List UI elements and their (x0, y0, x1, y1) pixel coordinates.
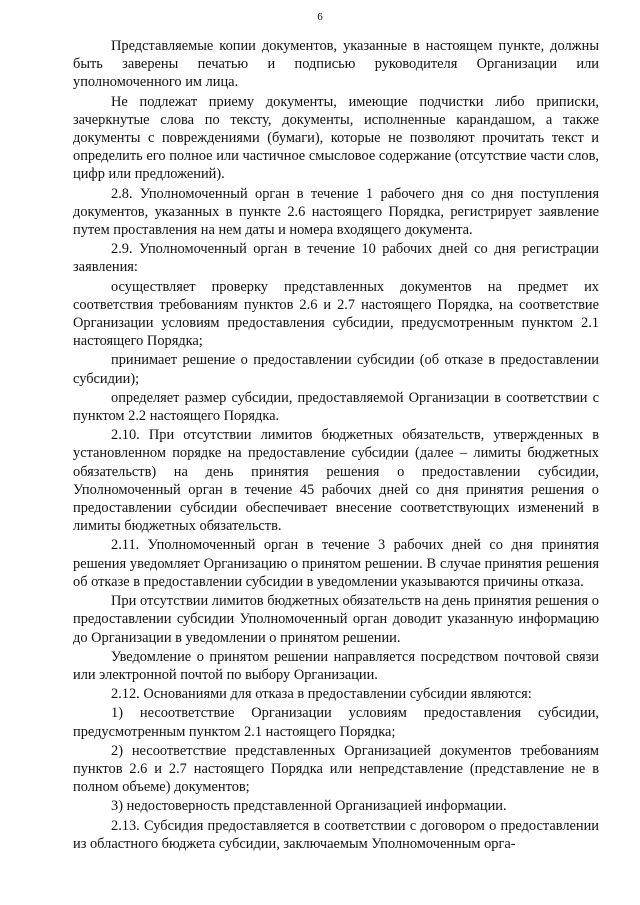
paragraph-notification: Уведомление о принятом решении направляется посредством почтовой связи или электронной почтой по выбору Организации. (73, 648, 599, 683)
paragraph-2-10: 2.10. При отсутствии лимитов бюджетных обязательств, утвержденных в установленном порядке на предоставление субсидии (далее – лимиты бюджетных обязательств) на день принятия решения о предоставлении субсидии, Уполномоченный орган в течение 45 рабочих дней со дня принятия решения о предоставлении субсидии обеспечивает внесение соответствующих изменений в лимиты бюджетных обязательств. (73, 427, 599, 535)
paragraph-2-9: 2.9. Уполномоченный орган в течение 10 рабочих дней со дня регистрации заявления: (73, 241, 599, 276)
paragraph-2-8: 2.8. Уполномоченный орган в течение 1 рабочего дня со дня поступления документов, указанных в пункте 2.6 настоящего Порядка, регистрирует заявление путем проставления на нем даты и номера входящего документа. (73, 185, 599, 239)
page-number: 6 (317, 11, 323, 23)
paragraph-2-11: 2.11. Уполномоченный орган в течение 3 рабочих дней со дня принятия решения уведомляет Организацию о принятом решении. В случае принятия решения об отказе в предоставлении субсидии в уведомлении указываются причины отказа. (73, 537, 599, 590)
paragraph-2-9-check: осуществляет проверку представленных документов на предмет их соответствия требованиям пунктов 2.6 и 2.7 настоящего Порядка, на соответствие Организации условиям предоставления субсидии, предусмотренным пунктом 2.1 настоящего Порядка; (73, 278, 599, 350)
paragraph-no-limits: При отсутствии лимитов бюджетных обязательств на день принятия решения о предоставлении субсидии Уполномоченный орган доводит указанную информацию до Организации в уведомлении о принятом решении. (73, 593, 599, 646)
paragraph-2-12-item-3: 3) недостоверность представленной Организацией информации. (111, 798, 507, 815)
paragraph-2-12-item-1: 1) несоответствие Организации условиям предоставления субсидии, предусмотренным пунктом 2.1 настоящего Порядка; (73, 705, 599, 740)
paragraph-2-12: 2.12. Основаниями для отказа в предоставлении субсидии являются: (111, 686, 532, 703)
paragraph-2-13: 2.13. Субсидия предоставляется в соответствии с договором о предоставлении из областного бюджета субсидии, заключаемым Уполномоченным орга- (73, 817, 599, 852)
paragraph-2-9-decision: принимает решение о предоставлении субсидии (об отказе в предоставлении субсидии); (73, 352, 599, 387)
paragraph-rejected-documents: Не подлежат приему документы, имеющие подчистки либо приписки, зачеркнутые слова по тексту, документы, исполненные карандашом, а также документы с повреждениями (бумаги), которые не позволяют прочитать текст и определить его полное или частичное смысловое содержание (отсутствие части слов, цифр или предложений). (73, 93, 599, 183)
document-body (73, 37, 599, 854)
paragraph-2-12-item-2: 2) несоответствие представленных Организацией документов требованиям пунктов 2.6 и 2.7 настоящего Порядка или непредставление (представление не в полном объеме) документов; (73, 742, 599, 796)
paragraph-2-9-amount: определяет размер субсидии, предоставляемой Организации в соответствии с пунктом 2.2 настоящего Порядка. (73, 389, 599, 425)
paragraph-copies-certification: Представляемые копии документов, указанные в настоящем пункте, должны быть заверены печатью и подписью руководителя Организации или уполномоченного им лица. (73, 38, 599, 91)
